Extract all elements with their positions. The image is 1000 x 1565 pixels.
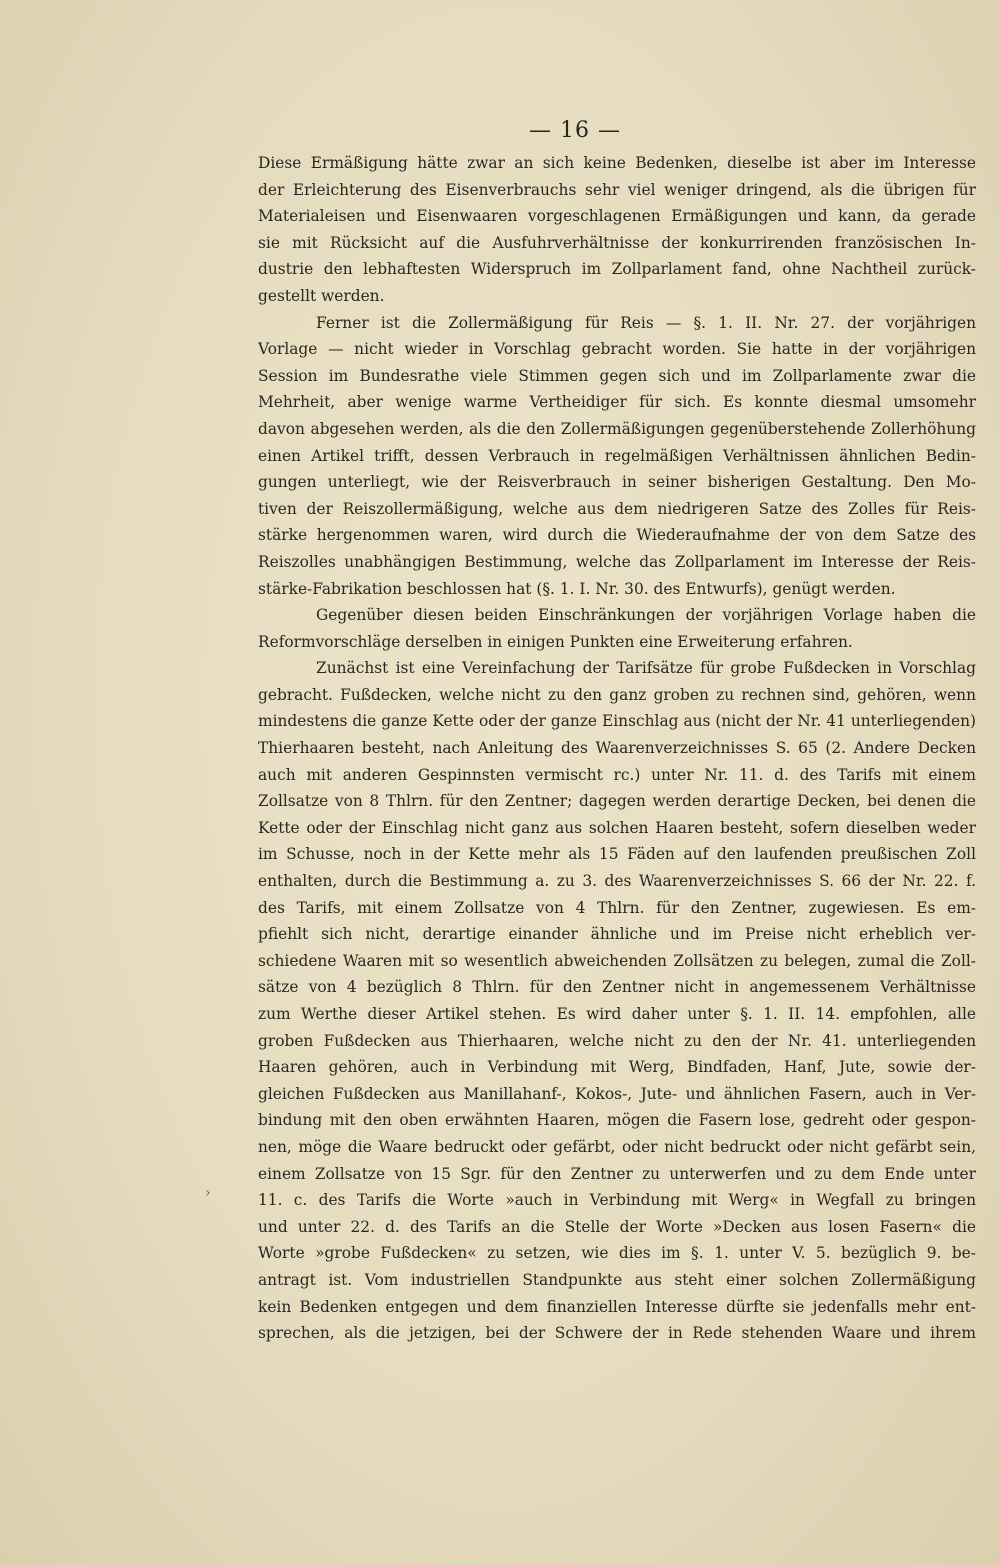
- text-line: davon abgesehen werden, als die den Zollermäßigungen gegenüberstehende Zollerhöhung: [258, 419, 976, 438]
- text-line: einen Artikel trifft, dessen Verbrauch in regelmäßigen Verhältnissen ähnlichen Bedin-: [258, 446, 976, 465]
- text-line: pfiehlt sich nicht, derartige einander ähnliche und im Preise nicht erheblich ver-: [258, 925, 976, 944]
- text-line: Mehrheit, aber wenige warme Vertheidiger für sich. Es konnte diesmal umsomehr: [258, 393, 976, 412]
- text-line: kein Bedenken entgegen und dem finanziellen Interesse dürfte sie jedenfalls mehr ent-: [258, 1297, 976, 1316]
- text-line: zum Werthe dieser Artikel stehen. Es wird daher unter §. 1. II. 14. empfohlen, alle: [258, 1005, 976, 1023]
- text-line: sprechen, als die jetzigen, bei der Schwere der in Rede stehenden Waare und ihrem: [258, 1324, 976, 1343]
- body-text: [258, 150, 976, 1347]
- text-line: Kette oder der Einschlag nicht ganz aus solchen Haaren besteht, sofern dieselben weder: [258, 818, 976, 837]
- text-line: des Tarifs, mit einem Zollsatze von 4 Thlrn. für den Zentner, zugewiesen. Es em-: [258, 898, 976, 917]
- text-line: Reiszolles unabhängigen Bestimmung, welche das Zollparlament im Interesse der Reis-: [258, 552, 976, 571]
- text-line: gungen unterliegt, wie der Reisverbrauch in seiner bisherigen Gestaltung. Den Mo-: [258, 473, 976, 492]
- text-line: sie mit Rücksicht auf die Ausfuhrverhältnisse der konkurrirenden französischen In-: [258, 233, 976, 252]
- text-line: groben Fußdecken aus Thierhaaren, welche nicht zu den der Nr. 41. unterliegenden: [258, 1031, 976, 1050]
- text-line: bindung mit den oben erwähnten Haaren, mögen die Fasern lose, gedreht oder gespon-: [258, 1111, 976, 1130]
- text-line: gestellt werden.: [258, 286, 385, 305]
- text-line: sätze von 4 bezüglich 8 Thlrn. für den Zentner nicht in angemessenem Verhältnisse: [258, 978, 976, 997]
- text-line: Haaren gehören, auch in Verbindung mit Werg, Bindfaden, Hanf, Jute, sowie der-: [258, 1058, 976, 1077]
- text-line: 11. c. des Tarifs die Worte »auch in Verbindung mit Werg« in Wegfall zu bringen: [258, 1191, 976, 1210]
- text-line: stärke-Fabrikation beschlossen hat (§. 1. I. Nr. 30. des Entwurfs), genügt werden.: [258, 579, 896, 598]
- text-line: Zunächst ist eine Vereinfachung der Tarifsätze für grobe Fußdecken in Vorschlag: [316, 659, 976, 678]
- text-line: Vorlage — nicht wieder in Vorschlag gebracht worden. Sie hatte in der vorjährigen: [258, 340, 976, 359]
- text-line: mindestens die ganze Kette oder der ganze Einschlag aus (nicht der Nr. 41 unterliegenden): [258, 712, 976, 731]
- text-line: Materialeisen und Eisenwaaren vorgeschlagenen Ermäßigungen und kann, da gerade: [258, 207, 976, 226]
- text-line: Reformvorschläge derselben in einigen Punkten eine Erweiterung erfahren.: [258, 632, 853, 651]
- text-line: und unter 22. d. des Tarifs an die Stelle der Worte »Decken aus losen Fasern« die: [258, 1217, 976, 1236]
- page-number: — 16 —: [529, 118, 621, 143]
- text-line: tiven der Reiszollermäßigung, welche aus dem niedrigeren Satze des Zolles für Reis-: [258, 499, 976, 518]
- text-line: nen, möge die Waare bedruckt oder gefärbt, oder nicht bedruckt oder nicht gefärbt sein,: [258, 1137, 976, 1156]
- text-line: gleichen Fußdecken aus Manillahanf-, Kokos-, Jute- und ähnlichen Fasern, auch in Ver-: [258, 1084, 976, 1103]
- text-line: stärke hergenommen waren, wird durch die Wiederaufnahme der von dem Satze des: [258, 526, 976, 545]
- text-line: auch mit anderen Gespinnsten vermischt rc.) unter Nr. 11. d. des Tarifs mit einem: [258, 765, 976, 784]
- text-line: dustrie den lebhaftesten Widerspruch im Zollparlament fand, ohne Nachtheil zurück-: [258, 260, 976, 279]
- text-line: Session im Bundesrathe viele Stimmen gegen sich und im Zollparlamente zwar die: [258, 366, 976, 385]
- text-line: enthalten, durch die Bestimmung a. zu 3. des Waarenverzeichnisses S. 66 der Nr. 22. f.: [258, 872, 976, 891]
- text-line: der Erleichterung des Eisenverbrauchs sehr viel weniger dringend, als die übrigen für: [258, 180, 976, 199]
- text-line: schiedene Waaren mit so wesentlich abweichenden Zollsätzen zu belegen, zumal die Zoll-: [258, 951, 976, 970]
- text-line: Thierhaaren besteht, nach Anleitung des Waarenverzeichnisses S. 65 (2. Andere Decken: [258, 739, 976, 758]
- margin-mark: ›: [205, 1185, 211, 1201]
- text-line: Diese Ermäßigung hätte zwar an sich keine Bedenken, dieselbe ist aber im Interesse: [258, 154, 976, 172]
- text-line: gebracht. Fußdecken, welche nicht zu den ganz groben zu rechnen sind, gehören, wenn: [258, 685, 976, 704]
- text-line: Worte »grobe Fußdecken« zu setzen, wie dies im §. 1. unter V. 5. bezüglich 9. be-: [258, 1244, 976, 1263]
- text-line: im Schusse, noch in der Kette mehr als 15 Fäden auf den laufenden preußischen Zoll: [258, 845, 976, 864]
- text-line: antragt ist. Vom industriellen Standpunkte aus steht einer solchen Zollermäßigung: [258, 1270, 976, 1289]
- text-line: Ferner ist die Zollermäßigung für Reis — §. 1. II. Nr. 27. der vorjährigen: [316, 313, 976, 332]
- text-line: Zollsatze von 8 Thlrn. für den Zentner; dagegen werden derartige Decken, bei denen die: [258, 792, 976, 811]
- text-line: einem Zollsatze von 15 Sgr. für den Zentner zu unterwerfen und zu dem Ende unter: [258, 1164, 976, 1183]
- text-line: Gegenüber diesen beiden Einschränkungen der vorjährigen Vorlage haben die: [316, 606, 976, 625]
